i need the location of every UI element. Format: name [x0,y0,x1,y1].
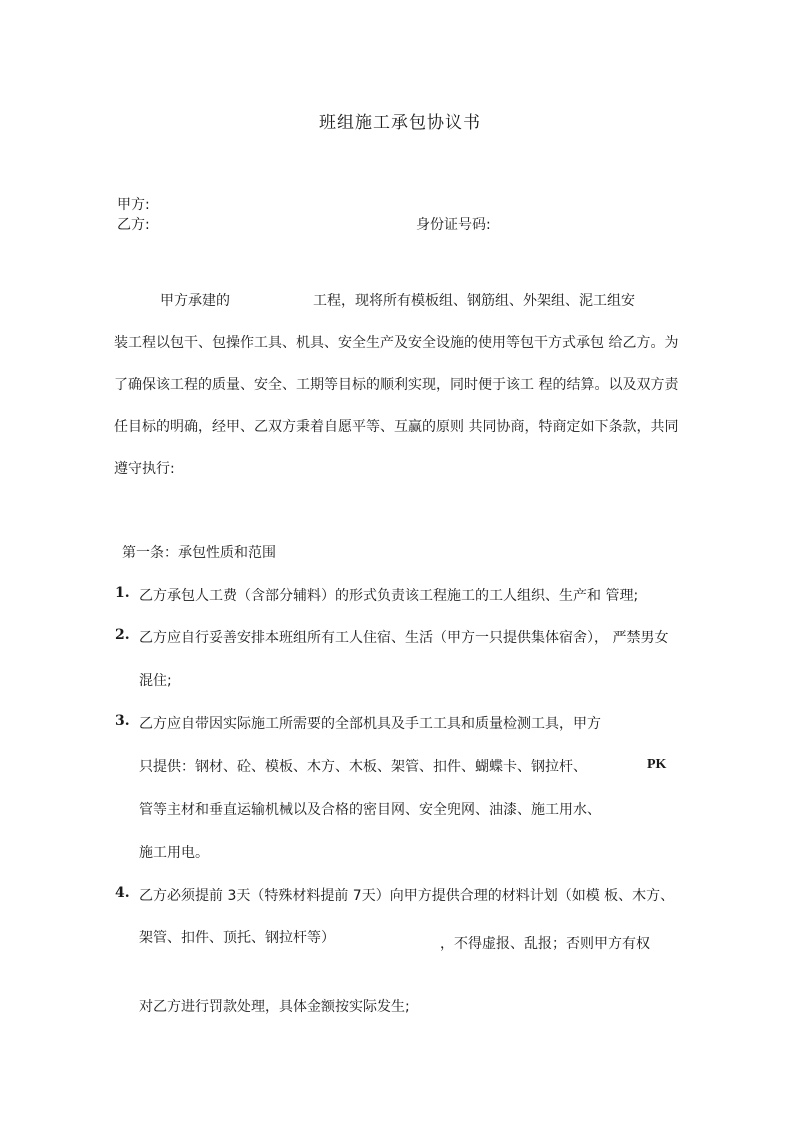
item-4-line1: 乙方必须提前 3天（特殊材料提前 7天）向甲方提供合理的材料计划（如模 板、木方、 [139,888,675,904]
item-3-line2: 只提供：钢材、砼、模板、木方、木板、架管、扣件、蝴蝶卡、钢拉杆、 [139,759,587,775]
item-4-line2: 架管、扣件、顶托、钢拉杆等） [139,930,335,946]
item-2-line2: 混住; [139,673,172,689]
article-1-heading: 第一条：承包性质和范围 [122,545,276,561]
item-3-pk-label: PK [647,757,667,772]
item-1-line1: 乙方承包人工费（含部分辅料）的形式负责该工程施工的工人组织、生产和 管理; [139,588,639,604]
item-3-line3: 管等主材和垂直运输机械以及合格的密目网、安全兜网、油漆、施工用水、 [139,802,601,818]
intro-line3: 了确保该工程的质量、安全、工期等目标的顺利实现，同时便于该工 程的结算。以及双方责 [114,377,679,393]
intro-line5: 遵守执行: [114,461,175,477]
id-number-label: 身份证号码: [416,217,491,233]
intro-line1-end: 工程，现将所有模板组、钢筋组、外架组、泥工组安 [313,293,635,309]
item-2-line1: 乙方应自行妥善安排本班组所有工人住宿、生活（甲方一只提供集体宿舍）， 严禁男女 [139,630,669,646]
party-a-label: 甲方: [117,197,150,213]
item-4-aside: ，不得虚报、乱报；否则甲方有权 [440,936,650,952]
intro-line1-start: 甲方承建的 [160,293,230,309]
party-b-label: 乙方: [117,217,150,233]
intro-line4: 任目标的明确，经甲、乙双方秉着自愿平等、互赢的原则 共同协商，特商定如下条款，共同 [114,419,679,435]
item-2-number: 2. [115,627,130,643]
item-4-number: 4. [115,885,130,901]
page-title: 班组施工承包协议书 [319,113,481,133]
item-3-number: 3. [115,713,130,729]
item-4-line3: 对乙方进行罚款处理，具体金额按实际发生; [139,999,410,1015]
item-3-line1: 乙方应自带因实际施工所需要的全部机具及手工工具和质量检测工具，甲方 [139,716,601,732]
item-3-line4: 施工用电。 [139,845,209,861]
item-1-number: 1. [115,585,130,601]
intro-line2: 装工程以包干、包操作工具、机具、安全生产及安全设施的使用等包干方式承包 给乙方。为 [114,335,679,351]
